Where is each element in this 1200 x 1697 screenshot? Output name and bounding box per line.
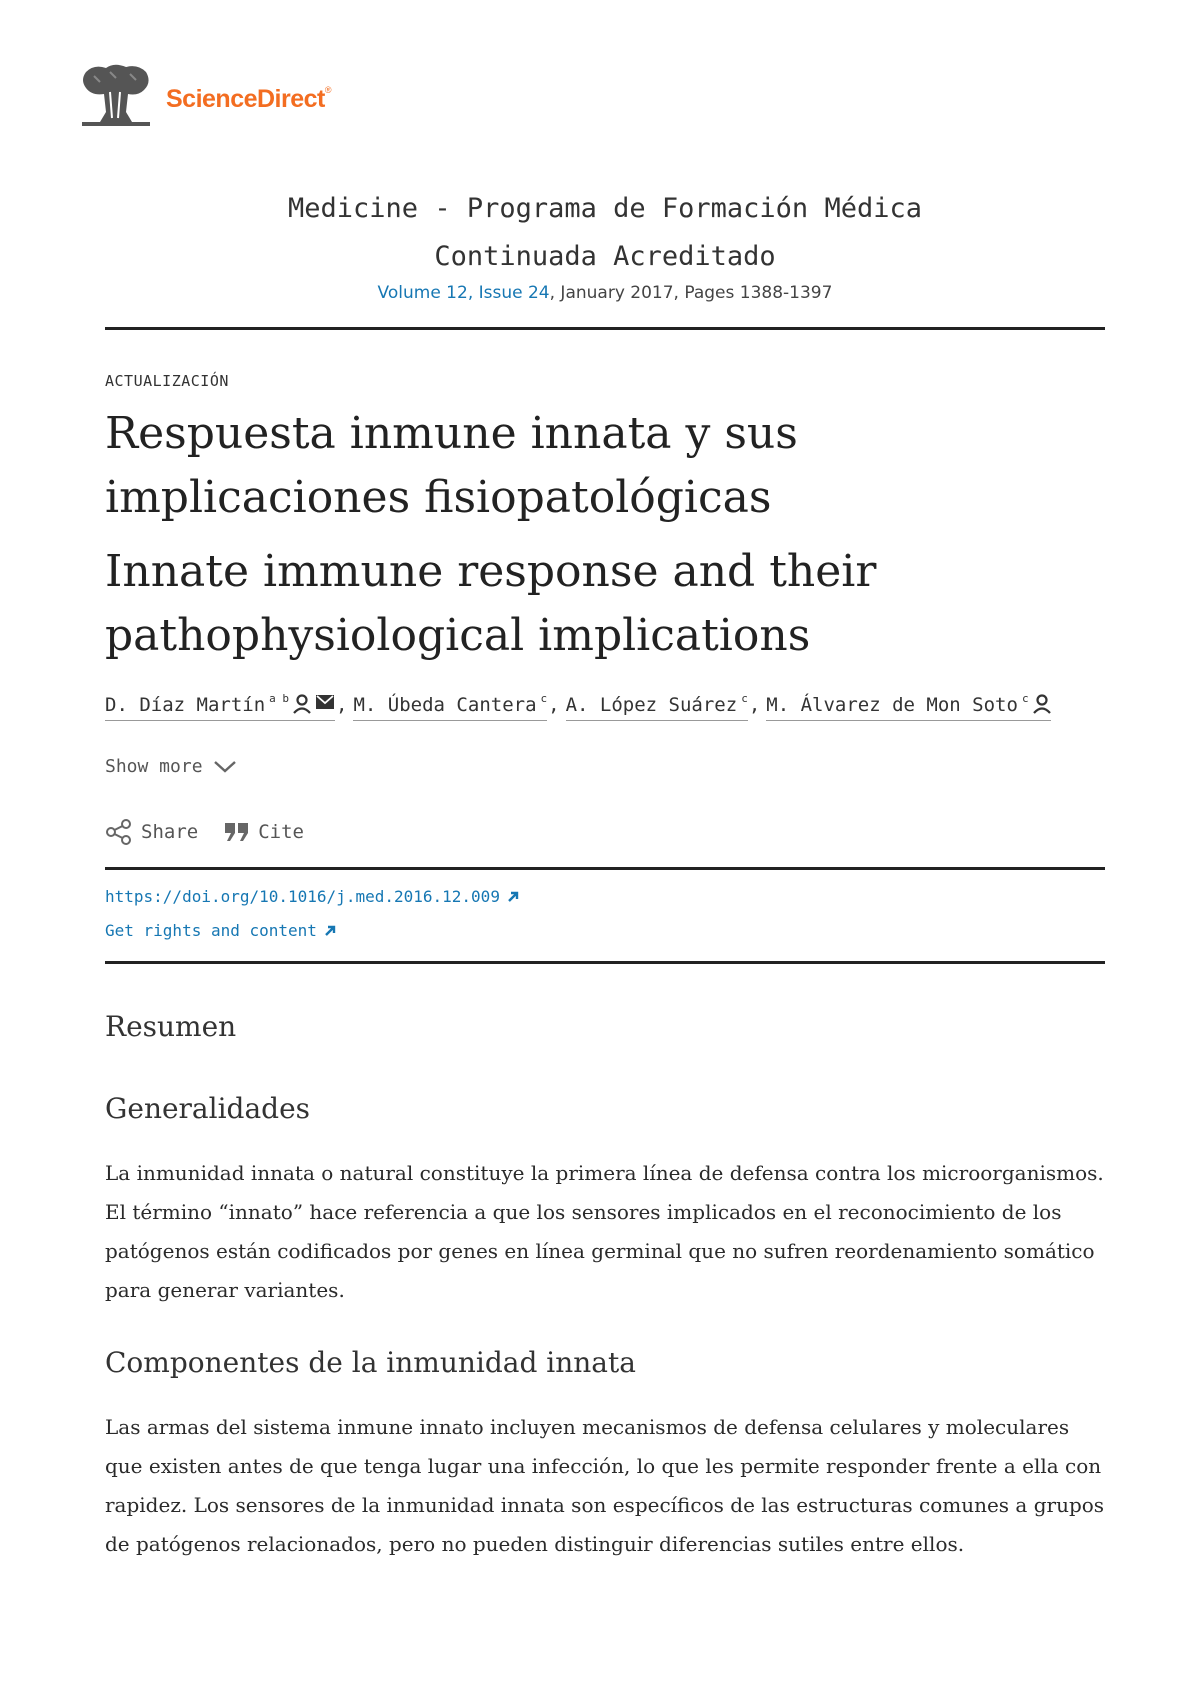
article-actions: [105, 818, 330, 846]
author-affiliation: c: [540, 692, 548, 705]
article-type: ACTUALIZACIÓN: [105, 372, 229, 390]
section-text-generalidades: La inmunidad innata o natural constituye la primera línea de defensa contra los microorganismos. El término “innato” hace referencia a que los sensores implicados en el reconocimiento de los patógenos están codificados por genes en línea germinal que no sufren reordenamiento somático para generar variantes.: [105, 1161, 1104, 1302]
journal-info: [105, 185, 1105, 303]
author-affiliation: c: [1021, 692, 1029, 705]
rights-link-text: Get rights and content: [105, 921, 317, 940]
volume-issue-comma: ,: [467, 283, 479, 303]
rights-link[interactable]: [105, 914, 520, 948]
issue-date-pages: , January 2017, Pages 1388-1397: [549, 283, 833, 303]
author-1[interactable]: [105, 694, 335, 721]
journal-title-line2: Continuada Acreditado: [434, 241, 776, 272]
external-link-icon: [323, 924, 337, 938]
author-separator: ,: [748, 694, 761, 716]
section-text-componentes: Las armas del sistema inmune innato incluyen mecanismos de defensa celulares y moleculares que existen antes de que tenga lugar una infección, lo que les permite responder frente a ella con rapidez. Los sensores de la inmunidad innata son específicos de las estructuras comunes a grupos de patógenos relacionados, pero no pueden distinguir diferencias sutiles entre ellos.: [105, 1415, 1105, 1556]
author-separator: ,: [336, 694, 348, 716]
doi-link-text: https://doi.org/10.1016/j.med.2016.12.009: [105, 887, 500, 906]
sciencedirect-logo[interactable]: [80, 62, 331, 128]
author-affiliation: c: [741, 692, 748, 705]
brand-text: ScienceDirect: [166, 84, 325, 113]
issue-link[interactable]: Issue 24: [478, 283, 550, 303]
share-button[interactable]: [105, 818, 198, 846]
share-label: Share: [141, 821, 199, 843]
show-more-button[interactable]: [105, 756, 237, 777]
chevron-down-icon: [213, 760, 237, 774]
external-link-icon: [506, 890, 520, 904]
author-2[interactable]: [353, 694, 547, 721]
article-title-es: Respuesta inmune innata y sus implicaciones fisiopatológicas: [105, 408, 798, 523]
cite-label: Cite: [258, 821, 304, 843]
registered-mark: ®: [324, 84, 332, 95]
author-4[interactable]: [766, 694, 1050, 721]
brand-name: [166, 85, 331, 114]
article-links: [105, 880, 520, 948]
section-heading-componentes: Componentes de la inmunidad innata: [105, 1346, 636, 1379]
author-3[interactable]: [566, 694, 748, 721]
journal-meta: [105, 283, 1105, 303]
doi-link[interactable]: [105, 880, 520, 914]
abstract-heading: Resumen: [105, 1010, 237, 1043]
share-icon: [105, 818, 133, 846]
author-list: [105, 694, 1051, 721]
divider-links-bottom: [105, 961, 1105, 964]
journal-title-line1: Medicine - Programa de Formación Médica: [288, 193, 922, 224]
author-name: A. López Suárez: [565, 694, 738, 716]
section-heading-generalidades: Generalidades: [105, 1092, 311, 1125]
author-name: M. Álvarez de Mon Soto: [766, 694, 1018, 716]
author-separator: ,: [548, 694, 560, 716]
quote-icon: [224, 820, 250, 844]
volume-link[interactable]: Volume 12: [377, 283, 468, 303]
email-icon: [315, 694, 335, 710]
show-more-label: Show more: [105, 756, 203, 777]
person-icon: [1033, 694, 1051, 714]
journal-title[interactable]: [105, 185, 1105, 281]
divider-top: [105, 327, 1105, 330]
author-name: D. Díaz Martín: [105, 694, 266, 716]
elsevier-tree-icon: [80, 62, 152, 128]
author-affiliation: a b: [269, 692, 290, 705]
author-name: M. Úbeda Cantera: [353, 694, 537, 716]
divider-links-top: [105, 867, 1105, 870]
cite-button[interactable]: [224, 820, 304, 844]
article-title-en: Innate immune response and their pathophysiological implications: [105, 546, 877, 661]
person-icon: [293, 694, 311, 714]
